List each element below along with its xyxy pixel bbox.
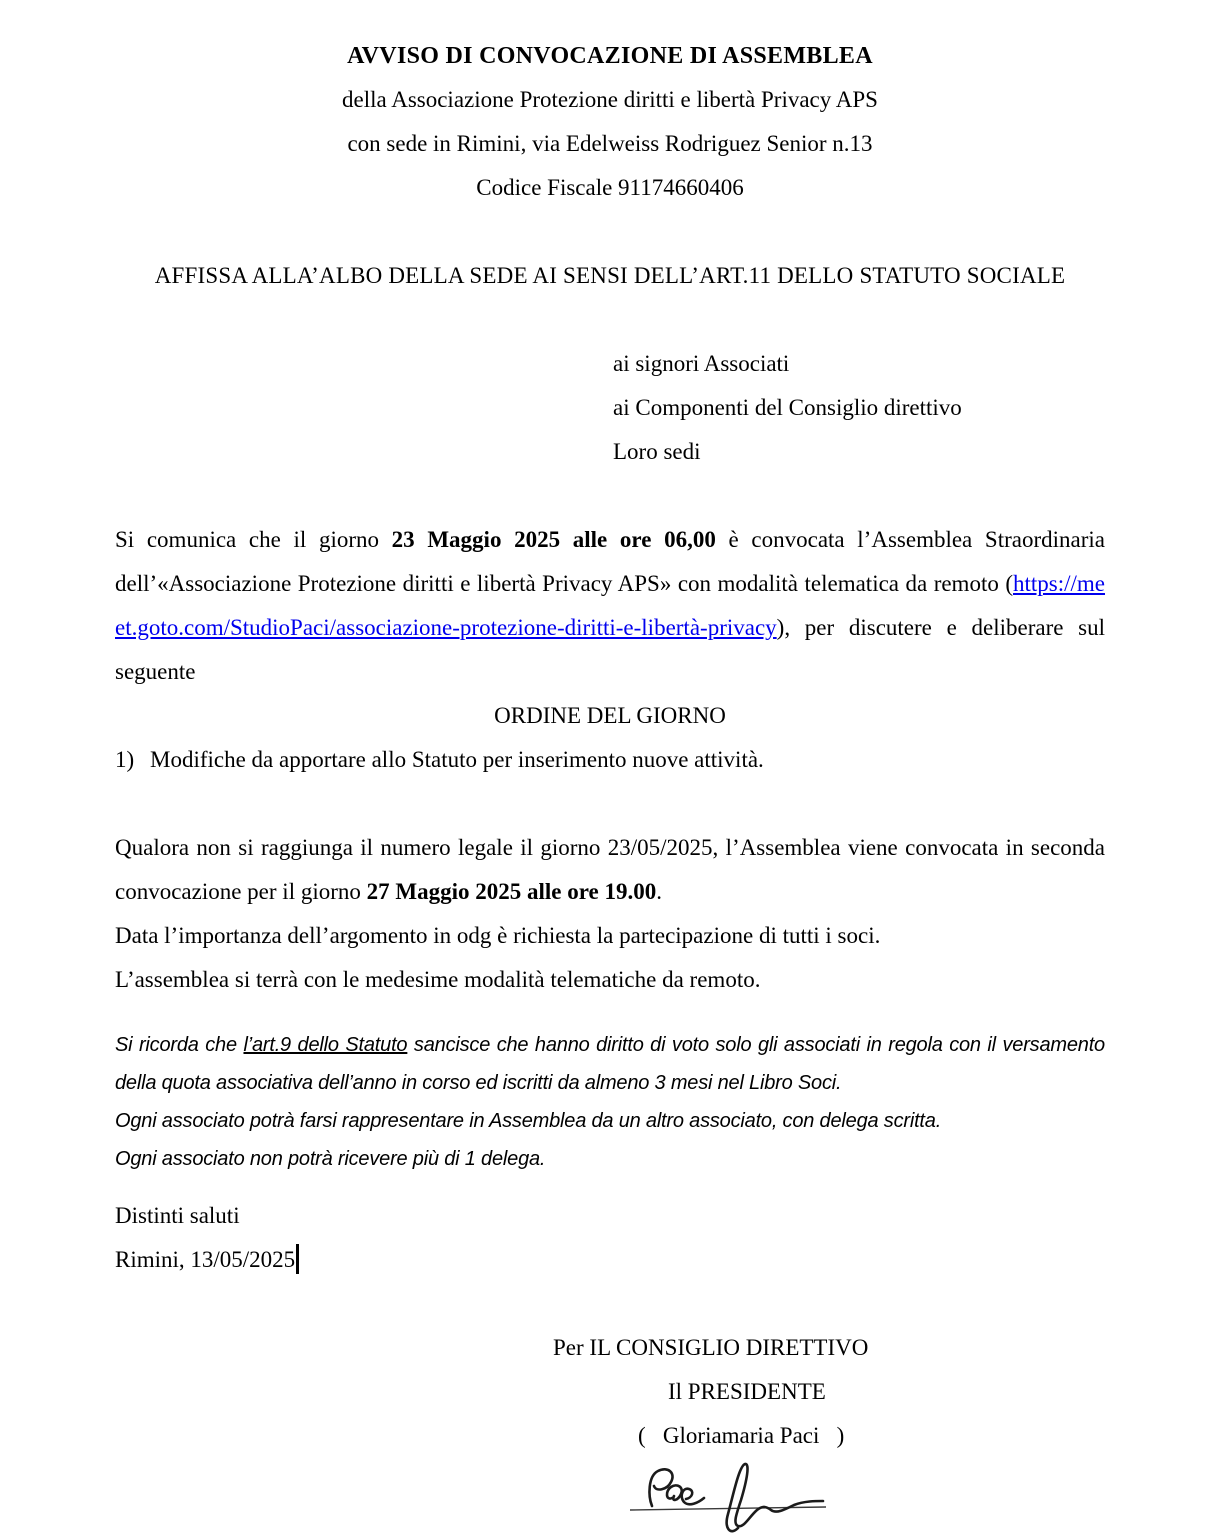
signature-role-president: Il PRESIDENTE [668,1379,826,1404]
importance-note: Data l’importanza dell’argomento in odg è richiesta la partecipazione di tutti i soci. [115,923,881,948]
posting-notice: AFFISSA ALLA’ALBO DELLA SEDE AI SENSI DELL’ART.11 DELLO STATUTO SOCIALE [154,263,1066,288]
recipients-block [613,342,1105,474]
statutory-note-text: Si ricorda che [115,1034,244,1056]
remote-mode-note: L’assemblea si terrà con le medesime modalità telematiche da remoto. [115,967,761,992]
agenda-item [115,738,1105,782]
document-header [115,34,1105,210]
first-call-datetime: 23 Maggio 2025 alle ore 06,00 [391,527,716,552]
statutory-note [115,1026,1105,1178]
statutory-note-text: sancisce che hanno diritto di voto solo gli associati in regola con il versamento della quota associativa dell’anno in corso ed iscritti da almeno 3 mesi nel Libro Soci. [115,1034,1105,1094]
salutation: Distinti saluti [115,1203,240,1228]
place-and-date-text: Rimini, 13/05/2025 [115,1247,296,1272]
association-address: con sede in Rimini, via Edelweiss Rodriguez Senior n.13 [347,131,873,156]
text-cursor [296,1244,299,1274]
second-call-datetime: 27 Maggio 2025 alle ore 19.00 [366,879,657,904]
proxy-limit-line: Ogni associato non potrà ricevere più di 1 delega. [115,1148,546,1170]
second-call-paragraph [115,826,1105,914]
signature-name: ( Gloriamaria Paci ) [638,1423,845,1448]
spacer [115,782,1105,826]
proxy-rule-line: Ogni associato potrà farsi rappresentare in Assemblea da un altro associato, con delega scritta. [115,1110,942,1132]
agenda-item-text: Modifiche da apportare allo Statuto per inserimento nuove attività. [150,747,764,772]
recipient-line: ai Componenti del Consiglio direttivo [613,395,962,420]
recipient-line: ai signori Associati [613,351,790,376]
second-call-text: . [656,879,662,904]
convocation-paragraph [115,518,1105,694]
second-call-text: Qualora non si raggiunga il numero legale il giorno 23/05/2025, l’Assemblea viene convocata in seconda convocazione per il giorno [115,835,1105,904]
document-title: AVVISO DI CONVOCAZIONE DI ASSEMBLEA [347,43,873,69]
agenda-item-number: 1) [115,747,135,772]
statute-article-reference: l’art.9 dello Statuto [243,1034,408,1056]
spacer [115,474,1105,518]
spacer [115,298,1105,342]
convocation-text: è convocata l’Assemblea Straordinaria dell’«Associazione Protezione diritti e libertà Privacy APS» con modalità telematica da remoto ( [115,527,1105,596]
signature-block [115,1326,1105,1536]
place-and-date [115,1238,1105,1282]
handwritten-signature-image [628,1460,828,1536]
closing-block [115,1194,1105,1282]
fiscal-code: Codice Fiscale 91174660406 [476,175,744,200]
convocation-text: Si comunica che il giorno [115,527,392,552]
meeting-link[interactable]: https://meet.goto.com/StudioPaci/associazione-protezione-diritti-e-libertà-privacy [115,571,1105,640]
recipient-line: Loro sedi [613,439,701,464]
statutory-note-paragraph [115,1026,1105,1102]
association-name: della Associazione Protezione diritti e libertà Privacy APS [342,87,878,112]
signature-role-council: Per IL CONSIGLIO DIRETTIVO [553,1335,869,1360]
spacer [115,1282,1105,1326]
agenda-title: ORDINE DEL GIORNO [494,703,726,728]
convocation-text: ), per discutere e deliberare sul seguente [115,615,1105,684]
spacer [115,210,1105,254]
